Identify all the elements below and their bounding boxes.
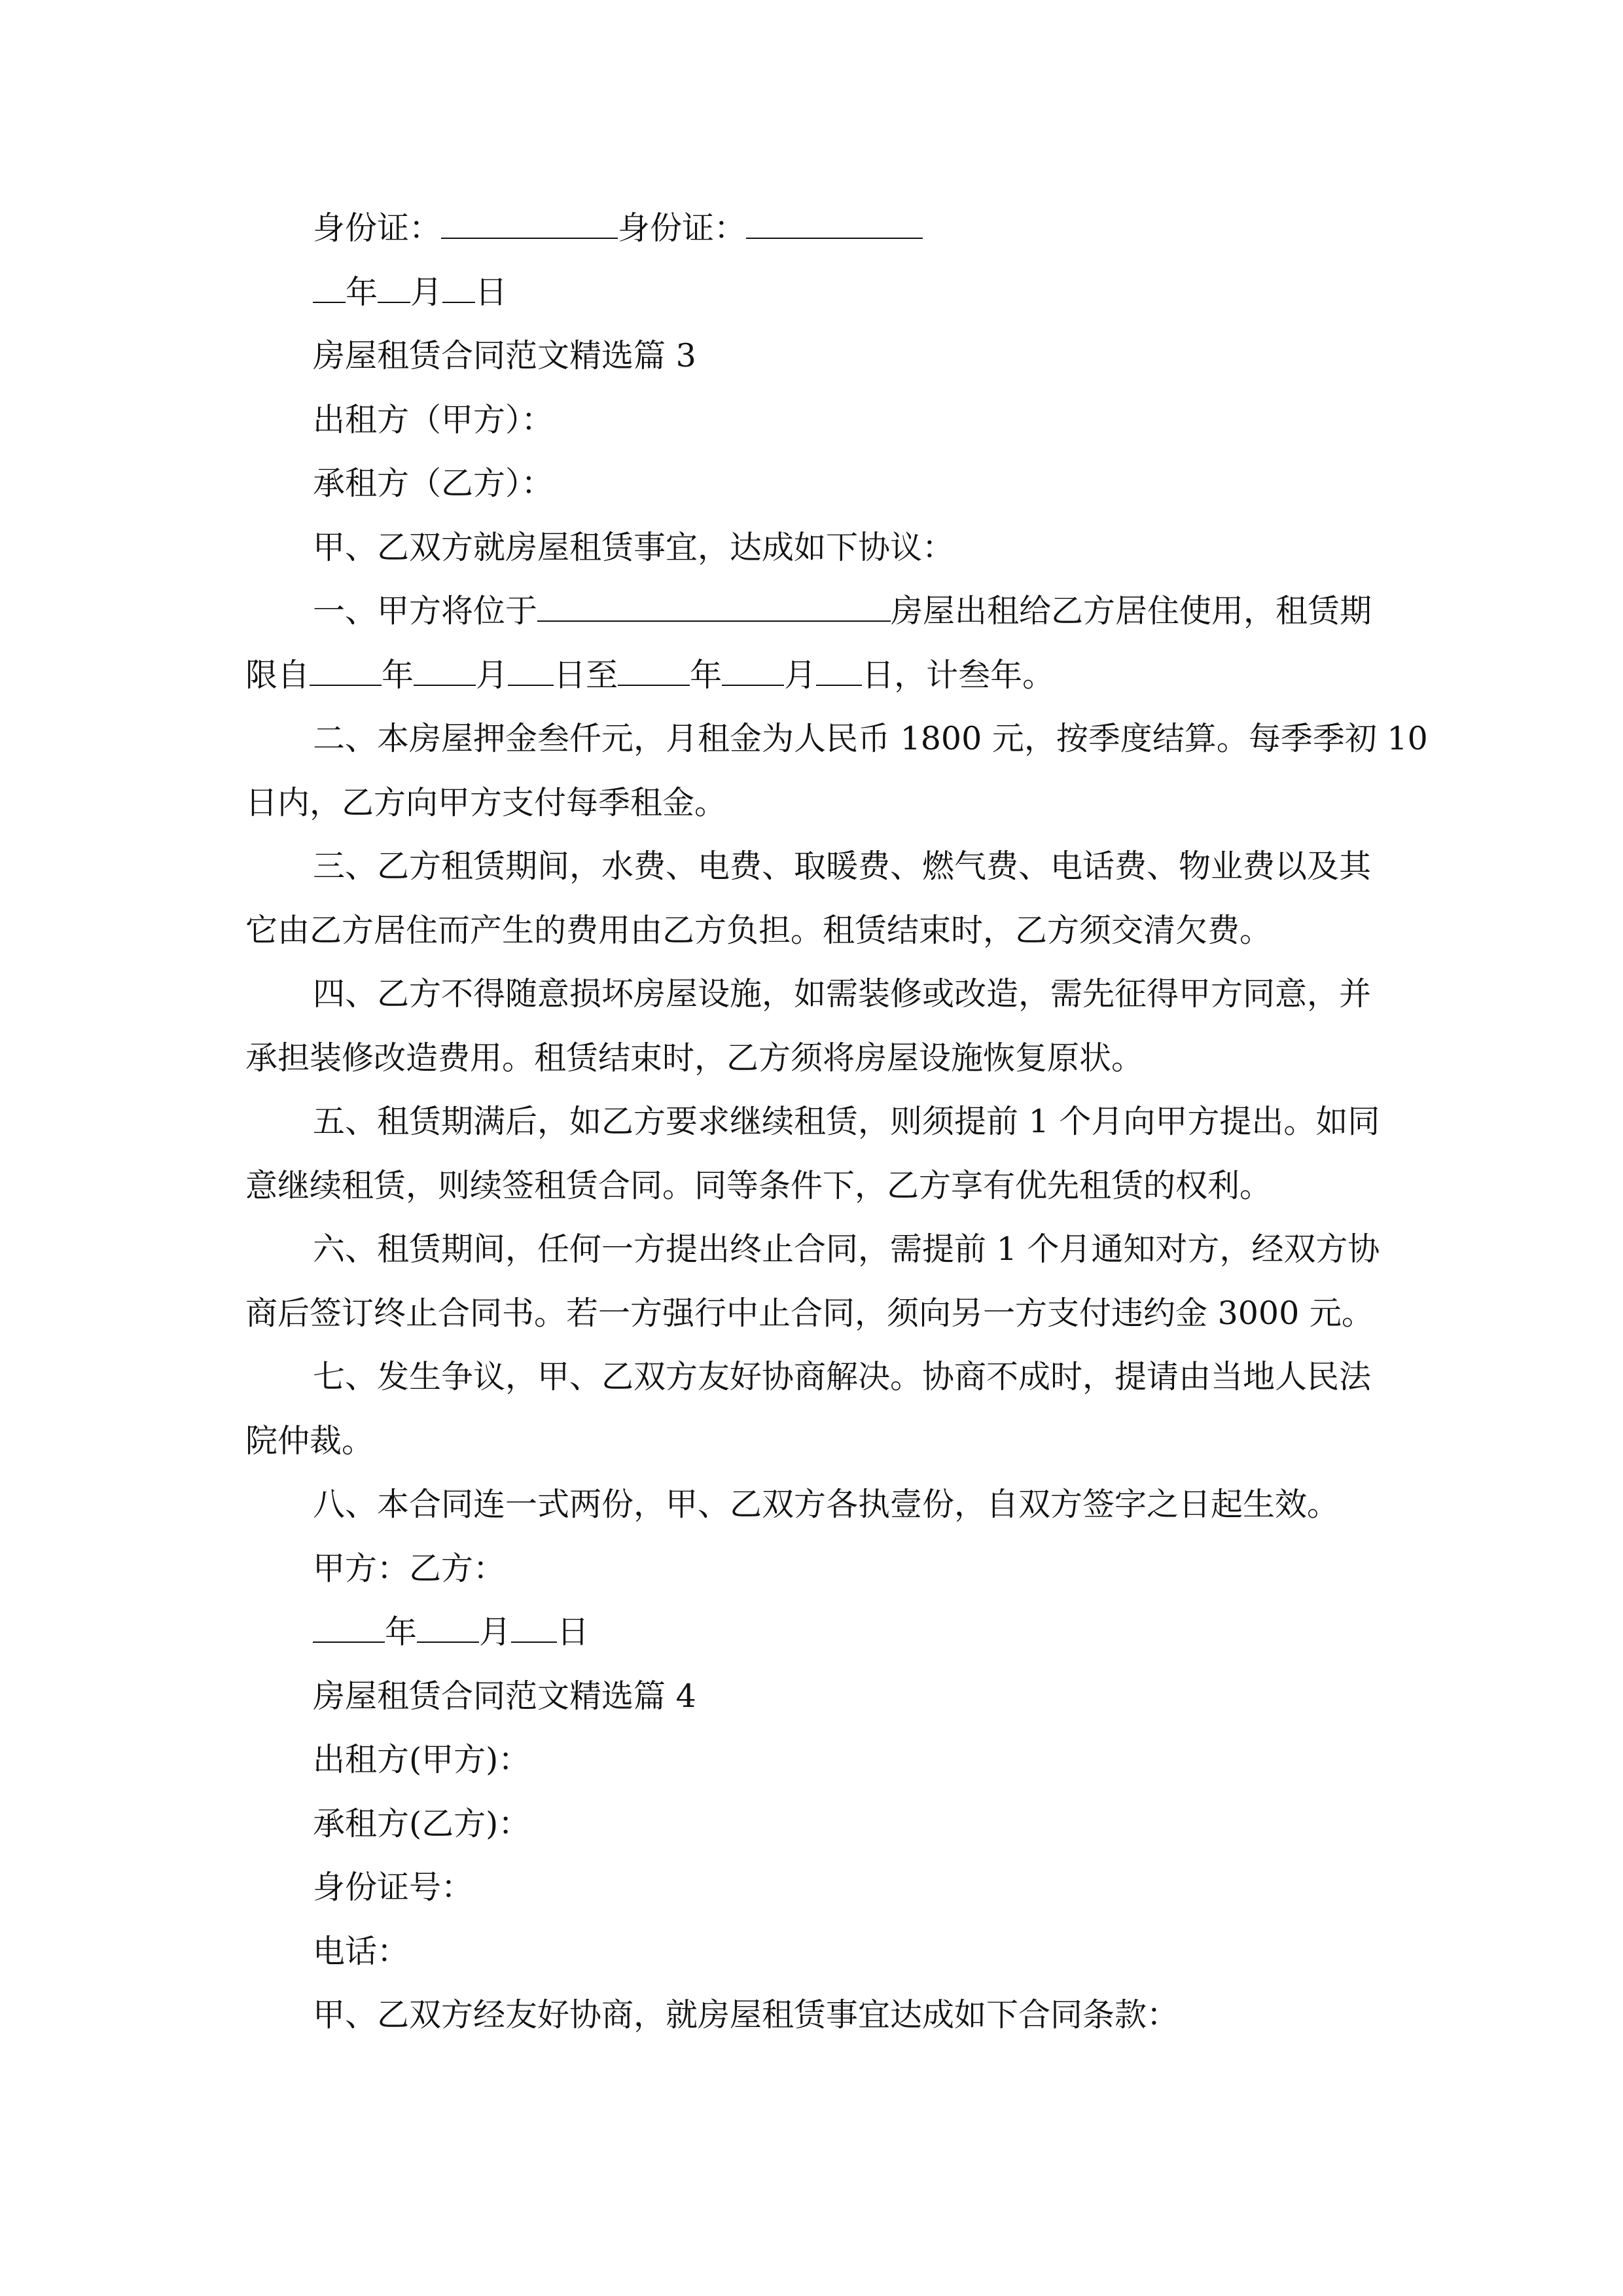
fill-in-blank: [441, 207, 618, 239]
text-segment: 一、甲方将位于: [313, 592, 538, 630]
text-segment: 房屋租赁合同范文精选篇 3: [313, 337, 696, 374]
text-segment: 八、本合同连一式两份，甲、乙双方各执壹份，自双方签字之日起生效。: [313, 1486, 1340, 1523]
text-segment: 承担装修改造费用。租赁结束时，乙方须将房屋设施恢复原状。: [245, 1039, 1144, 1077]
text-line: [245, 707, 1428, 771]
text-segment: 四、乙方不得随意损坏房屋设施，如需装修或改造，需先征得甲方同意，并: [313, 975, 1372, 1013]
text-segment: 日，计叁年。: [862, 656, 1055, 694]
text-segment: 身份证：: [313, 209, 442, 247]
text-segment: 月: [476, 656, 508, 694]
text-segment: 日: [557, 1613, 590, 1651]
text-segment: 七、发生争议，甲、乙双方友好协商解决。协商不成时，提请由当地人民法: [313, 1358, 1372, 1395]
text-segment: 它由乙方居住而产生的费用由乙方负担。租赁结束时，乙方须交清欠费。: [245, 911, 1272, 949]
text-segment: 承租方(乙方)：: [313, 1804, 531, 1842]
text-line: [245, 1217, 1384, 1282]
text-segment: 三、乙方租赁期间，水费、电费、取暖费、燃气费、电话费、物业费以及其: [313, 848, 1372, 885]
text-segment: 出租方（甲方）：: [313, 401, 554, 439]
fill-in-blank: [618, 655, 690, 686]
text-segment: 意继续租赁，则续签租赁合同。同等条件下，乙方享有优先租赁的权利。: [245, 1166, 1272, 1204]
text-line: [245, 1792, 1384, 1856]
text-segment: 甲、乙双方就房屋租赁事宜，达成如下协议：: [313, 528, 955, 566]
fill-in-blank: [511, 1611, 557, 1643]
fill-in-blank: [310, 655, 382, 686]
fill-in-blank: [537, 590, 891, 622]
fill-in-blank: [746, 207, 923, 239]
fill-in-blank: [378, 272, 410, 303]
fill-in-blank: [414, 655, 476, 686]
text-line: [245, 643, 1384, 708]
text-segment: 年: [690, 656, 722, 694]
text-segment: 承租方（乙方）：: [313, 465, 554, 502]
text-segment: 院仲裁。: [245, 1422, 374, 1460]
text-segment: 甲、乙双方经友好协商，就房屋租赁事宜达成如下合同条款：: [313, 1996, 1179, 2034]
fill-in-blank: [313, 272, 346, 303]
text-segment: 月: [479, 1613, 512, 1651]
text-line: [245, 1409, 1384, 1473]
fill-in-blank: [313, 1611, 385, 1643]
text-line: [245, 1154, 1384, 1218]
text-line: [245, 516, 1384, 580]
text-line: [245, 1856, 1384, 1920]
text-line: [245, 324, 1384, 388]
text-line: [245, 196, 1384, 260]
text-segment: 电话：: [313, 1932, 410, 1970]
text-segment: 身份证：: [618, 209, 747, 247]
text-line: [245, 1728, 1384, 1792]
text-segment: 商后签订终止合同书。若一方强行中止合同，须向另一方支付违约金 3000 元。: [245, 1294, 1374, 1332]
text-segment: 日内，乙方向甲方支付每季租金。: [245, 783, 727, 821]
text-segment: 年: [385, 1613, 418, 1651]
fill-in-blank: [442, 272, 475, 303]
text-line: [245, 579, 1384, 643]
text-segment: 日至: [554, 656, 618, 694]
text-line: [245, 1026, 1384, 1090]
text-segment: 五、租赁期满后，如乙方要求继续租赁，则须提前 1 个月向甲方提出。如同: [313, 1103, 1380, 1140]
fill-in-blank: [816, 655, 862, 686]
text-line: [245, 1090, 1384, 1154]
text-segment: 出租方(甲方)：: [313, 1741, 531, 1778]
text-segment: 年: [382, 656, 414, 694]
fill-in-blank: [417, 1611, 479, 1643]
text-segment: 限自: [245, 656, 310, 694]
text-segment: 年: [346, 273, 378, 311]
text-line: [245, 962, 1384, 1026]
fill-in-blank: [722, 655, 784, 686]
text-line: [245, 1983, 1384, 2047]
text-segment: 月: [784, 656, 817, 694]
text-segment: 甲方：乙方：: [313, 1549, 506, 1587]
text-line: [245, 1537, 1384, 1601]
text-segment: 二、本房屋押金叁仟元，月租金为人民币 1800 元，按季度结算。每季季初 10: [313, 720, 1428, 757]
text-line: [245, 1920, 1384, 1984]
text-line: [245, 1664, 1384, 1729]
text-line: [245, 260, 1384, 325]
fill-in-blank: [508, 655, 554, 686]
text-segment: 日: [475, 273, 508, 311]
text-segment: 月: [410, 273, 443, 311]
text-segment: 房屋出租给乙方居住使用，租赁期: [891, 592, 1372, 630]
text-line: [245, 834, 1384, 899]
text-line: [245, 452, 1384, 516]
text-line: [245, 388, 1384, 452]
text-line: [245, 771, 1384, 835]
text-line: [245, 899, 1384, 963]
text-segment: 房屋租赁合同范文精选篇 4: [313, 1677, 696, 1715]
document-body: [245, 196, 1428, 2047]
text-line: [245, 1473, 1384, 1537]
text-segment: 六、租赁期间，任何一方提出终止合同，需提前 1 个月通知对方，经双方协: [313, 1230, 1380, 1268]
text-line: [245, 1282, 1384, 1346]
text-line: [245, 1600, 1384, 1664]
text-segment: 身份证号：: [313, 1869, 474, 1906]
text-line: [245, 1345, 1384, 1409]
